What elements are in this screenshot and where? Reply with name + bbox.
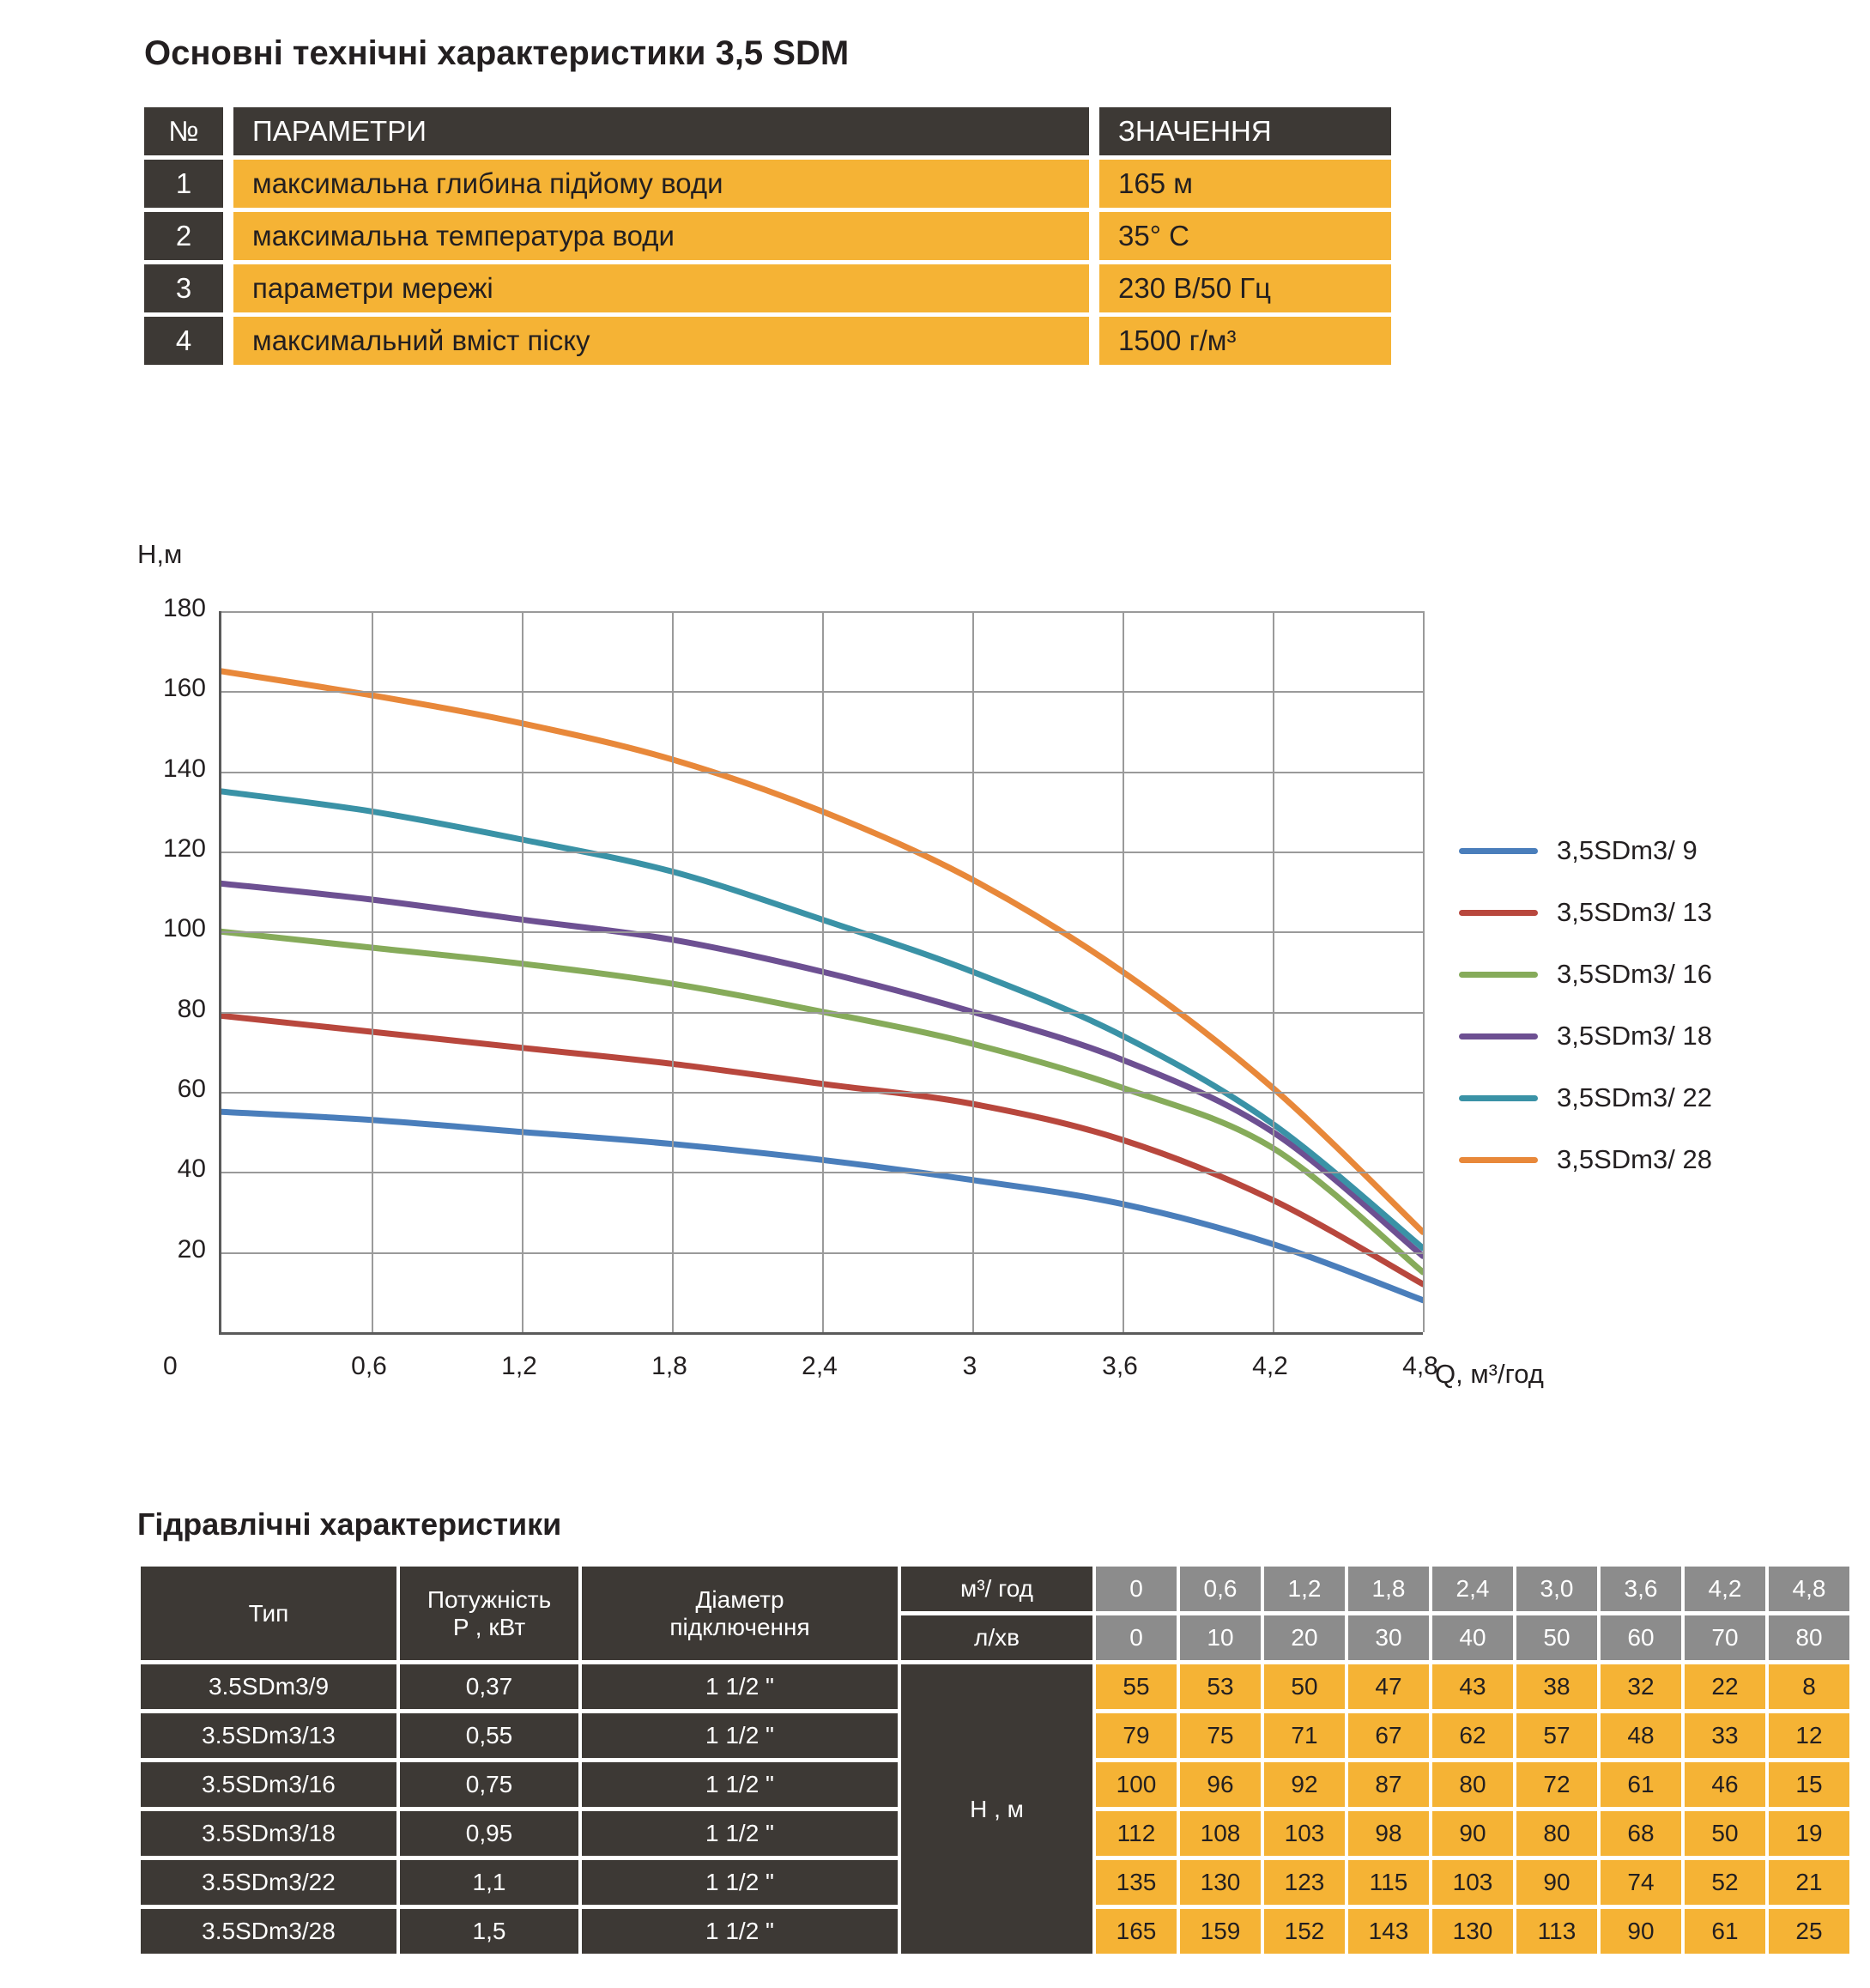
head-cell: 12	[1769, 1713, 1849, 1758]
spacer	[223, 160, 233, 208]
row-diameter: 1 1/2 "	[582, 1909, 898, 1954]
legend-item	[1459, 1005, 1712, 1067]
flow-m3-cell: 4,8	[1769, 1567, 1849, 1611]
legend-item	[1459, 820, 1712, 882]
grid-line-horizontal	[221, 1172, 1423, 1173]
grid-line-horizontal	[221, 1252, 1423, 1254]
x-tick-label: 4,8	[1402, 1352, 1438, 1380]
head-cell: 152	[1264, 1909, 1345, 1954]
head-cell: 50	[1685, 1811, 1765, 1856]
unit-header-head: H , м	[901, 1664, 1092, 1954]
flow-l-cell: 80	[1769, 1615, 1849, 1660]
row-type: 3.5SDm3/28	[141, 1909, 396, 1954]
spec-header-param: ПАРАМЕТРИ	[233, 107, 1089, 155]
unit-header-m3h: м³/ год	[901, 1567, 1092, 1611]
legend-swatch	[1459, 972, 1538, 978]
head-cell: 52	[1685, 1860, 1765, 1905]
grid-line-vertical	[372, 611, 373, 1332]
head-cell: 74	[1601, 1860, 1681, 1905]
flow-m3-cell: 2,4	[1432, 1567, 1513, 1611]
head-cell: 62	[1432, 1713, 1513, 1758]
spacer	[1089, 264, 1099, 312]
head-cell: 96	[1180, 1762, 1261, 1807]
row-power: 1,5	[400, 1909, 578, 1954]
hydraulic-header-row-2	[141, 1615, 1849, 1660]
legend-swatch	[1459, 1095, 1538, 1101]
head-cell: 115	[1348, 1860, 1429, 1905]
page-title: Основні технічні характеристики 3,5 SDM	[144, 34, 850, 72]
table-row	[144, 212, 1391, 260]
head-cell: 87	[1348, 1762, 1429, 1807]
head-cell: 103	[1432, 1860, 1513, 1905]
row-power: 0,75	[400, 1762, 578, 1807]
power-line-2: P , кВт	[452, 1613, 526, 1640]
table-row	[144, 264, 1391, 312]
row-type: 3.5SDm3/13	[141, 1713, 396, 1758]
hydraulic-header-row-1	[141, 1567, 1849, 1611]
legend-swatch	[1459, 910, 1538, 916]
spacer	[223, 317, 233, 365]
row-diameter: 1 1/2 "	[582, 1762, 898, 1807]
spec-row-value: 35° С	[1099, 212, 1391, 260]
grid-line-vertical	[1123, 611, 1124, 1332]
head-cell: 48	[1601, 1713, 1681, 1758]
head-cell: 135	[1096, 1860, 1177, 1905]
head-cell: 130	[1432, 1909, 1513, 1954]
legend-label: 3,5SDm3/ 28	[1557, 1144, 1712, 1174]
legend-label: 3,5SDm3/ 22	[1557, 1082, 1712, 1112]
spec-table	[144, 103, 1391, 369]
flow-l-cell: 70	[1685, 1615, 1765, 1660]
spec-row-param: параметри мережі	[233, 264, 1089, 312]
unit-header-lmin: л/хв	[901, 1615, 1092, 1660]
origin-label: 0	[163, 1352, 178, 1380]
spacer	[1089, 212, 1099, 260]
head-cell: 90	[1516, 1860, 1597, 1905]
grid-line-vertical	[1423, 611, 1425, 1332]
legend-label: 3,5SDm3/ 9	[1557, 835, 1698, 865]
y-tick-label: 180	[162, 594, 206, 622]
y-tick-label: 160	[162, 674, 206, 703]
y-axis-label: H,м	[137, 539, 183, 569]
flow-l-cell: 60	[1601, 1615, 1681, 1660]
grid-line-horizontal	[221, 1092, 1423, 1094]
head-cell: 50	[1264, 1664, 1345, 1709]
flow-l-cell: 0	[1096, 1615, 1177, 1660]
col-header-diameter	[582, 1567, 898, 1660]
head-cell: 98	[1348, 1811, 1429, 1856]
row-type: 3.5SDm3/18	[141, 1811, 396, 1856]
spec-row-value: 230 В/50 Гц	[1099, 264, 1391, 312]
row-diameter: 1 1/2 "	[582, 1713, 898, 1758]
flow-m3-cell: 4,2	[1685, 1567, 1765, 1611]
head-cell: 61	[1601, 1762, 1681, 1807]
y-tick-label: 140	[162, 754, 206, 783]
head-cell: 75	[1180, 1713, 1261, 1758]
grid-line-vertical	[672, 611, 674, 1332]
head-cell: 68	[1601, 1811, 1681, 1856]
y-tick-label: 20	[177, 1234, 206, 1264]
x-axis-label: Q, м³/год	[1435, 1359, 1544, 1389]
head-cell: 67	[1348, 1713, 1429, 1758]
legend-item	[1459, 882, 1712, 943]
spec-row-param: максимальна температура води	[233, 212, 1089, 260]
x-tick-label: 2,4	[802, 1352, 838, 1380]
legend-label: 3,5SDm3/ 13	[1557, 897, 1712, 927]
y-tick-label: 120	[162, 834, 206, 863]
grid-line-horizontal	[221, 1012, 1423, 1014]
grid-line-horizontal	[221, 931, 1423, 933]
head-cell: 72	[1516, 1762, 1597, 1807]
legend-item	[1459, 1129, 1712, 1191]
row-power: 0,95	[400, 1811, 578, 1856]
flow-m3-cell: 3,6	[1601, 1567, 1681, 1611]
col-header-power	[400, 1567, 578, 1660]
head-cell: 21	[1769, 1860, 1849, 1905]
spec-row-num: 3	[144, 264, 223, 312]
row-power: 0,37	[400, 1664, 578, 1709]
spacer	[1089, 317, 1099, 365]
x-tick-label: 3	[962, 1352, 977, 1380]
spec-row-num: 2	[144, 212, 223, 260]
x-tick-label: 4,2	[1252, 1352, 1288, 1380]
legend-label: 3,5SDm3/ 16	[1557, 959, 1712, 989]
head-cell: 71	[1264, 1713, 1345, 1758]
head-cell: 90	[1432, 1811, 1513, 1856]
spec-row-param: максимальний вміст піску	[233, 317, 1089, 365]
power-line-1: Потужність	[427, 1585, 552, 1613]
head-cell: 80	[1516, 1811, 1597, 1856]
head-cell: 113	[1516, 1909, 1597, 1954]
col-header-type: Тип	[141, 1567, 396, 1660]
spec-row-num: 4	[144, 317, 223, 365]
x-tick-label: 0,6	[351, 1352, 387, 1380]
head-cell: 55	[1096, 1664, 1177, 1709]
legend-swatch	[1459, 1033, 1538, 1039]
row-power: 1,1	[400, 1860, 578, 1905]
head-cell: 165	[1096, 1909, 1177, 1954]
spec-row-value: 165 м	[1099, 160, 1391, 208]
flow-l-cell: 40	[1432, 1615, 1513, 1660]
spacer	[1089, 160, 1099, 208]
hydraulic-table	[137, 1562, 1853, 1958]
spec-row-value: 1500 г/м³	[1099, 317, 1391, 365]
row-power: 0,55	[400, 1713, 578, 1758]
head-cell: 25	[1769, 1909, 1849, 1954]
spec-header-num: №	[144, 107, 223, 155]
grid-line-vertical	[1273, 611, 1274, 1332]
spec-header-value: ЗНАЧЕННЯ	[1099, 107, 1391, 155]
flow-m3-cell: 1,8	[1348, 1567, 1429, 1611]
hydraulic-title: Гідравлічні характеристики	[137, 1506, 562, 1542]
plot-area	[219, 611, 1423, 1335]
flow-m3-cell: 1,2	[1264, 1567, 1345, 1611]
row-diameter: 1 1/2 "	[582, 1860, 898, 1905]
x-tick-label: 1,8	[651, 1352, 687, 1380]
head-cell: 90	[1601, 1909, 1681, 1954]
spec-row-param: максимальна глибина підйому води	[233, 160, 1089, 208]
grid-line-vertical	[972, 611, 974, 1332]
flow-l-cell: 20	[1264, 1615, 1345, 1660]
table-row	[141, 1664, 1849, 1709]
head-cell: 80	[1432, 1762, 1513, 1807]
flow-m3-cell: 3,0	[1516, 1567, 1597, 1611]
head-cell: 112	[1096, 1811, 1177, 1856]
head-cell: 15	[1769, 1762, 1849, 1807]
legend-item	[1459, 1067, 1712, 1129]
head-cell: 92	[1264, 1762, 1345, 1807]
head-cell: 108	[1180, 1811, 1261, 1856]
head-cell: 79	[1096, 1713, 1177, 1758]
y-tick-label: 100	[162, 914, 206, 943]
grid-line-horizontal	[221, 691, 1423, 693]
flow-l-cell: 10	[1180, 1615, 1261, 1660]
chart-legend	[1459, 820, 1712, 1191]
row-type: 3.5SDm3/22	[141, 1860, 396, 1905]
y-tick-label: 80	[177, 994, 206, 1023]
row-type: 3.5SDm3/9	[141, 1664, 396, 1709]
flow-l-cell: 30	[1348, 1615, 1429, 1660]
grid-line-horizontal	[221, 852, 1423, 853]
dia-line-1: Діаметр	[695, 1585, 784, 1613]
dia-line-2: підключення	[669, 1613, 810, 1640]
row-diameter: 1 1/2 "	[582, 1664, 898, 1709]
performance-chart	[0, 515, 1870, 1416]
head-cell: 159	[1180, 1909, 1261, 1954]
head-cell: 53	[1180, 1664, 1261, 1709]
head-cell: 103	[1264, 1811, 1345, 1856]
spec-row-num: 1	[144, 160, 223, 208]
flow-m3-cell: 0	[1096, 1567, 1177, 1611]
head-cell: 32	[1601, 1664, 1681, 1709]
grid-line-vertical	[822, 611, 824, 1332]
legend-swatch	[1459, 848, 1538, 854]
head-cell: 19	[1769, 1811, 1849, 1856]
y-tick-label: 40	[177, 1155, 206, 1184]
grid-line-horizontal	[221, 772, 1423, 773]
table-row	[144, 317, 1391, 365]
head-cell: 33	[1685, 1713, 1765, 1758]
y-tick-label: 60	[177, 1075, 206, 1103]
head-cell: 47	[1348, 1664, 1429, 1709]
table-row	[144, 160, 1391, 208]
x-tick-label: 3,6	[1102, 1352, 1138, 1380]
legend-label: 3,5SDm3/ 18	[1557, 1021, 1712, 1051]
head-cell: 61	[1685, 1909, 1765, 1954]
legend-item	[1459, 943, 1712, 1005]
head-cell: 38	[1516, 1664, 1597, 1709]
grid-line-horizontal	[221, 611, 1423, 613]
spacer	[223, 264, 233, 312]
row-type: 3.5SDm3/16	[141, 1762, 396, 1807]
spec-header-row	[144, 107, 1391, 155]
x-tick-label: 1,2	[501, 1352, 537, 1380]
head-cell: 123	[1264, 1860, 1345, 1905]
head-cell: 8	[1769, 1664, 1849, 1709]
head-cell: 43	[1432, 1664, 1513, 1709]
spacer	[1089, 107, 1099, 155]
spacer	[223, 212, 233, 260]
grid-line-vertical	[522, 611, 523, 1332]
row-diameter: 1 1/2 "	[582, 1811, 898, 1856]
head-cell: 57	[1516, 1713, 1597, 1758]
head-cell: 22	[1685, 1664, 1765, 1709]
head-cell: 143	[1348, 1909, 1429, 1954]
spacer	[223, 107, 233, 155]
head-cell: 100	[1096, 1762, 1177, 1807]
head-cell: 46	[1685, 1762, 1765, 1807]
flow-m3-cell: 0,6	[1180, 1567, 1261, 1611]
flow-l-cell: 50	[1516, 1615, 1597, 1660]
legend-swatch	[1459, 1157, 1538, 1163]
head-cell: 130	[1180, 1860, 1261, 1905]
